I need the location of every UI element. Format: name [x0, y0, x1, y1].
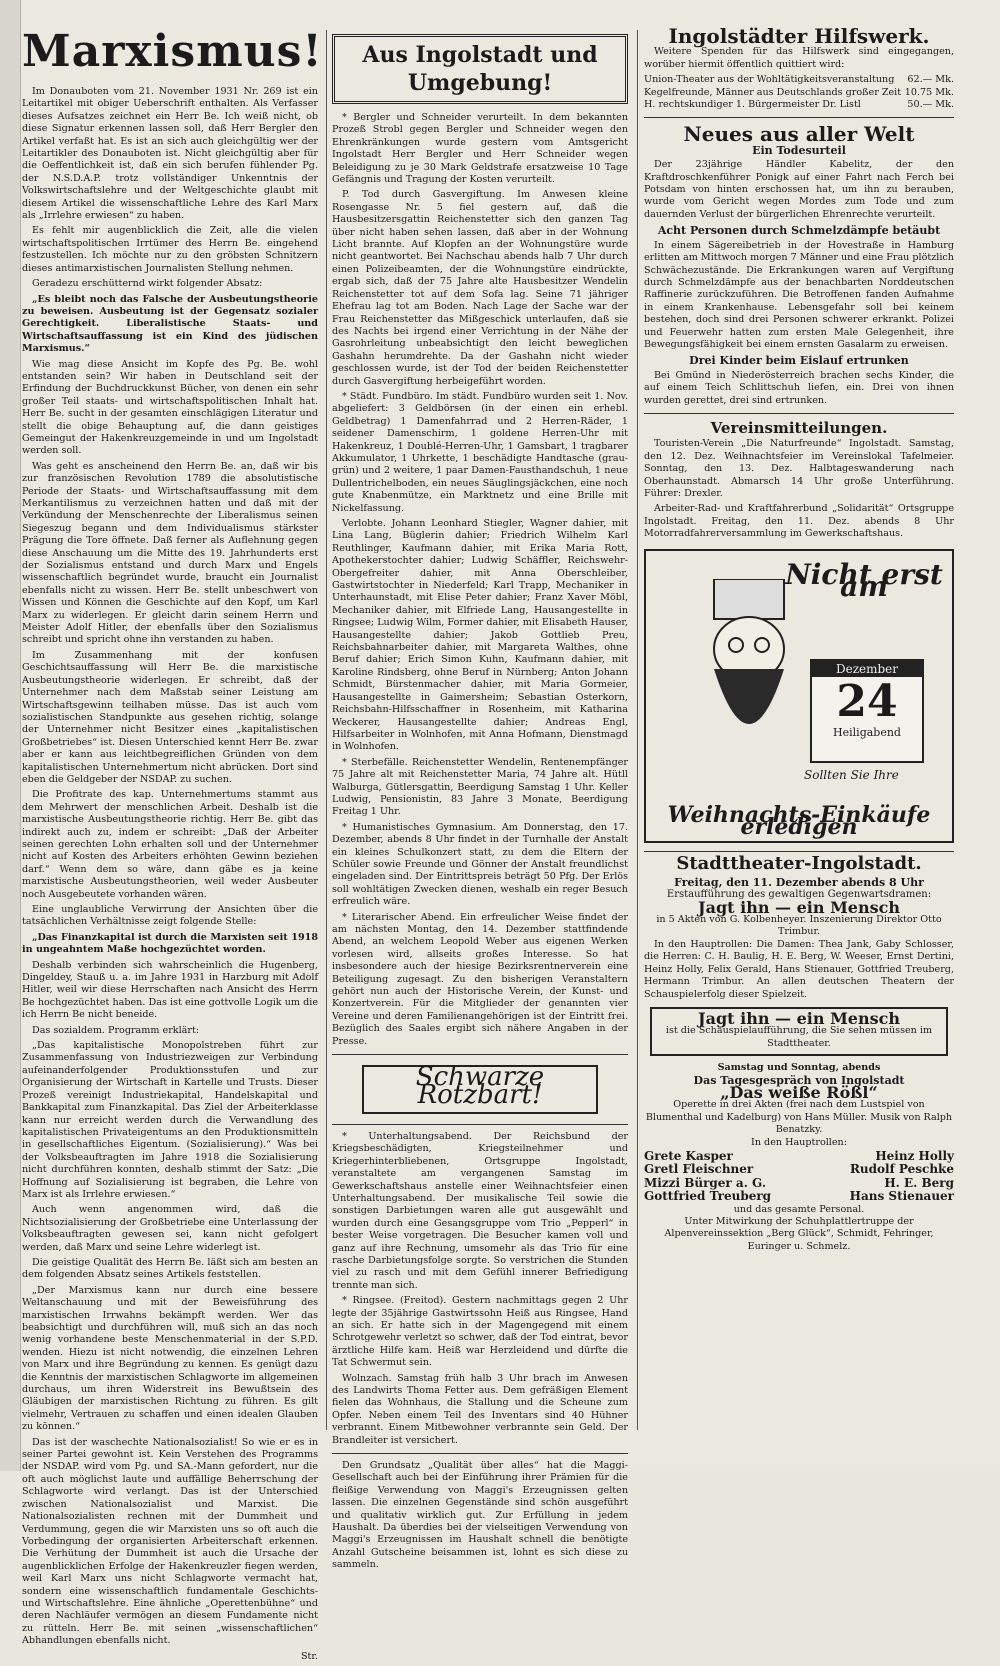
operetta-ensemble: und das gesamte Personal. [733, 1203, 865, 1215]
cast-row [644, 1163, 954, 1175]
santa-face-icon [694, 579, 804, 779]
cast-name: Grete Kasper [644, 1148, 733, 1163]
play-cast: In den Hauptrollen: Die Damen: Thea Jank, Gaby Schlosser, die Herren: C. H. Baulig, H. E. Berg, W. Weeser, Ernst Dertini, Heinz Holly, Felix Gerald, Hans Stienauer, Gottfried Treuberg, Hermann Trimbur. An allen deutschen Theatern der Schauspielerfolg dieser Spielzeit. [644, 938, 954, 1000]
donor: Kegelfreunde, Männer aus Deutschlands großer Zeit [644, 86, 902, 98]
script-logo: Schwarze Rotzbart! [415, 1062, 545, 1111]
play-info: in 5 Akten von G. Kolbenheyer. Inszenierung Direktor Otto Trimbur. [656, 914, 942, 938]
subheading: Drei Kinder beim Eislauf ertrunken [689, 354, 909, 368]
cast-name: Rudolf Peschke [849, 1162, 954, 1177]
paragraph: Das sozialdem. Programm erklärt: [32, 1024, 200, 1036]
news-item: * Ringsee. (Freitod). Gestern nachmittags gegen 2 Uhr legte der 35jährige Gastwirtssohn Heiß aus Ringsee, Hand an sich. Er hatte sich in der Magengegend mit einem Schrotgewehr verletzt so schwer, daß der Tod eintrat, bevor ärztliche Hilfe kam. Heiß war Herzleidend und dürfte die Tat Schwermut sein. [332, 1295, 628, 1369]
calendar-month: Dezember [812, 661, 922, 677]
paragraph: Auch wenn angenommen wird, daß die Nichtsozialisierung der Großbetriebe eine Unterlassung der Volksbeauftragten gewesen sei, kann nicht gefolgert werden, daß Marx und seine Lehre widerlegt ist. [22, 1204, 318, 1253]
paragraph: „Das kapitalistische Monopolstreben führt zur Zusammenfassung von Industriezweigen zur Verbindung aufeinanderfolgender Produktionsstufen und zur Organisierung der Wirtschaft in Kartelle und Trusts. Dieser Prozeß vereinigt Industriekapital, Handelskapital und Bankkapital zum Finanzkapital. Das Ziel der Arbeiterklasse kann nur erreicht werden durch die Verwandlung des kapitalistischen Privateigentums an den Produktionsmitteln in gesellschaftliches Eigentum. (Sozialisierung).“ Was bei der Volksbeauftragten im Jahre 1918 die Sozialisierung nicht durchführen konnten, deshalb stimmt der Satz: „Die Hoffnung auf Sozialisierung ist begraben, die Lehre von Marx ist als Irrlehre erwiesen.“ [22, 1040, 318, 1200]
cast-name: Gottfried Treuberg [644, 1189, 772, 1204]
welt-title: Neues aus aller Welt [683, 122, 915, 147]
donation-row [644, 99, 954, 111]
column-marxismus [22, 20, 323, 1666]
paragraph: Was geht es anscheinend den Herrn Be. an, daß wir bis zur französischen Revolution 1789 die absolutistische Periode der Staats- und Wirtschaftsauffassung mit dem Merkantilismus zu verzeichnen hatten und daß mit der Verkündung der Menschenrechte der Liberalismus seinen Siegeszug begann und dem Individualismus stärkster Prägung die Tore öffnete. Daß ferner als Auflehnung gegen diese Anschauung um die Mitte des 19. Jahrhunderts erst der Sozialismus entstand und durch Marx und Engels wissenschaftlich begründet wurde, braucht ein Journalist ebenfalls nicht zu wissen. Herr Be. stellt unbeschwert von Wissen und Können die Geschichte auf den Kopf, um Karl Marx zu widerlegen. Er gleicht darin seinem Herrn und Meister Adolf Hitler, der ebenfalls über den Sozialismus schreibt und spricht ohne ihn verstanden zu haben. [22, 460, 318, 646]
news-item: * Städt. Fundbüro. Im städt. Fundbüro wurden seit 1. Nov. abgeliefert: 3 Geldbörsen (in der einen ein erhebl. Geldbetrag) 1 Damenfahrrad und 2 Herren-Räder, 1 seidener Damenschirm, 1 goldene Herren-Uhr mit Hakenkreuz, 1 Doublé-Herren-Uhr, 1 Gamsbart, 1 tragbarer Akkumulator, 1 Uhrkette, 1 beschädigte Handtasche (grau-grün) und 2 weitere, 1 paar Damen-Fausthandschuh, 1 neue Dullentrichelboden, ein neues Säuglingsjäckchen, eine noch gute Knabenmütze, ein Marktnetz und eine Brille mit Nickelfassung. [332, 390, 628, 514]
amount: 50.— Mk. [907, 99, 954, 111]
donation-row [644, 74, 954, 86]
theater-date: Freitag, den 11. Dezember abends 8 Uhr [674, 875, 924, 889]
cast-row [644, 1190, 954, 1202]
article-title: Marxismus! [22, 26, 323, 77]
paragraph: Das ist der waschechte Nationalsozialist! So wie er es in seiner Partei gewohnt ist. Kein Verstehen des Programms der NSDAP. wird vom Pg. und SA.-Mann gefordert, nur die oft auch möglichst laute und auffällige Beherrschung der Schlagworte wird verlangt. Das ist der Unterschied zwischen Nationalsozialist und Marxist. Die Nationalsozialisten rechnen mit der Dummheit und Verdummung, gegen die wir Marxisten uns so oft auch die Vorbedingung der organisierten Arbeiterschaft erkennen. Die Verhütung der Dummheit ist auch die Ursache der augenblicklichen Erfolge der Hakenkreuzler fiegen werden, weil Karl Marx uns nicht Schlagworte vermacht hat, sondern eine wissenschaftlich fundamentale Geschichts- und Wirtschaftslehre. Eine ähnliche „Operettenbühne“ und deren Nachläufer vermögen an diesem Fundamente nicht zu rütteln. Herr Be. mit seinen „wissenschaftlichen“ Abhandlungen ebenfalls nicht. [22, 1436, 318, 1647]
left-binding-strip [0, 0, 21, 1471]
divider [644, 851, 954, 852]
divider [332, 1054, 628, 1055]
paragraph: Der 23jährige Händler Kabelitz, der den Kraftdroschkenführer Ponigk auf einer Fahrt nach Ferch bei Potsdam von hinten erschossen hat, um ihn zu berauben, wurde vom Gericht wegen Mordes zum Tode und zum dauernden Verlust der bürgerlichen Ehrenrechte verurteilt. [644, 159, 954, 220]
cast-name: Heinz Holly [875, 1148, 954, 1163]
operetta-cast-heading: In den Hauptrollen: [751, 1136, 847, 1148]
operetta-info: Operette in drei Akten (frei nach dem Lustspiel von Blumenthal und Kadelburg) von Hans Müller. Musik von Ralph Benatzky. [645, 1099, 953, 1136]
paragraph: Die Profitrate des kap. Unternehmertums stammt aus dem Mehrwert der menschlichen Arbeit. Deshalb ist die marxistische Ausbeutungstheorie richtig. Herr Be. gibt das indirekt auch zu, indem er schreibt: „Daß der Arbeiter seinen gerechten Lohn erhalten soll und der Unternehmer nicht auf Kosten des Arbeiters erhöhten Gewinn beziehen darf.“ Wenn dem so wäre, dann gäbe es ja keine marxistische Ausbeutungstheorien, weil weder Ausbeuter noch Ausgebeutete vorhanden wären. [22, 789, 318, 900]
paragraph: Die geistige Qualität des Herrn Be. läßt sich am besten an dem folgenden Absatz seines Artikels feststellen. [22, 1256, 318, 1281]
cast-name: Gretl Fleischner [644, 1162, 754, 1177]
news-item: * Literarischer Abend. Ein erfreulicher Weise findet der am nächsten Montag, den 14. Dezember stattfindende Abend, an welchem Leopold Weber aus eigenen Werken vorlesen wird, allseits großes Interesse. So hat insbesondere auch der hiesige Bezirksrentnerverein eine Beteiligung zugesagt. Zu den bisherigen Veranstaltern gehört nun auch der Historische Verein, der Kunst- und Konzertverein. Für die Mitglieder der genannten vier Vereine und deren Familienangehörigen ist der Eintritt frei. Bezüglich des Saales ergibt sich nähere Angaben in der Presse. [332, 911, 628, 1047]
donor: Union-Theater aus der Wohltätigkeitsveranstaltung [644, 74, 895, 86]
theater-premiere: Erstaufführung des gewaltigen Gegenwartsdramen: [666, 889, 932, 901]
paragraph: Touristen-Verein „Die Naturfreunde“ Ingolstadt. Samstag, den 12. Dez. Weihnachtsfeier im Vereinslokal Tafelmeier. Sonntag, den 13. Dez. Halbtageswanderung nach Oberhaunstadt. Abmarsch 14 Uhr große Unterführung. Führer: Drexler. [644, 438, 954, 499]
subheading: Ein Todesurteil [752, 143, 846, 157]
cast-name: Mizzi Bürger a. G. [644, 1175, 767, 1190]
paragraph: „Der Marxismus kann nur durch eine bessere Weltanschauung und mit der Beweisführung des marxistischen Irrwahns bekämpft werden. Wer das beabsichtigt und durchführen will, muß sich an das noch wenig vorhandene beste Menschenmaterial in der S.P.D. wenden. Hiezu ist nicht notwendig, die einzelnen Lehren von Marx und ihre Begründung zu kennen. Es genügt dazu die Kenntnis der marxistischen Schlagworte im allgemeinen durchaus, um ihren Widerstreit ins Bewußtsein des Gläubigen der marxistischen Richtung zu führen. Es gilt vielmehr, Vertrauen zu schaffen und einen idealen Glauben zu können.“ [22, 1284, 318, 1433]
donor: H. rechtskundiger 1. Bürgermeister Dr. Listl [644, 99, 861, 111]
paragraph: „Es bleibt noch das Falsche der Ausbeutungstheorie zu beweisen. Ausbeutung ist der Gegensatz sozialer Gerechtigkeit. Liberalistische Staats- und Wirtschaftsauffassung ist ein Kind des jüdischen Marxismus.“ [22, 293, 318, 355]
paragraph: Wie mag diese Ansicht im Kopfe des Pg. Be. wohl entstanden sein? Wir haben in Deutschland seit der Erfindung der Buchdruckkunst Bücher, von denen ein sehr großer Teil staats- und wirtschaftspolitischen Inhalt hat. Herr Be. sucht in der gesamten einschlägigen Literatur und stellt die obige Behauptung auf, die dann geistiges Gemeingut der Hakenkreuzgemeinde in und um Ingolstadt werden soll. [22, 358, 318, 457]
cast-row [644, 1150, 954, 1162]
calendar-label: Heiligabend [833, 726, 901, 740]
news-item: * Humanistisches Gymnasium. Am Donnerstag, den 17. Dezember, abends 8 Uhr findet in der Turnhalle der Anstalt ein kleines Schulkonzert statt, zu dem die Eltern der Schüler sowie Freunde und Gönner der Anstalt freundlichst eingeladen sind. Der Eintrittspreis beträgt 50 Pfg. Der Erlös soll wohltätigen Zwecken dienen, weshalb ein reger Besuch erfreulich wäre. [332, 821, 628, 908]
ad-bottom-line: Weihnachts-Einkäufe erledigen [667, 801, 931, 841]
divider [644, 117, 954, 118]
column-rule [637, 30, 638, 1430]
calendar-icon [810, 659, 924, 763]
news-item: Verlobte. Johann Leonhard Stiegler, Wagner dahier, mit Lina Lang, Büglerin dahier; Friedrich Wilhelm Karl Reuthlinger, Kaufmann dahier, mit Erika Maria Rott, Apothekerstochter dahier; Ludwig Schäffler, Reichswehr-Obergefreiter dahier, mit Anna Oberschleiber, Gastwirtstochter in Niederfeld; Karl Trapp, Mechaniker in Unterhaunstadt, mit Elise Peter dahier; Franz Xaver Möbl, Mechaniker dahier, mit Elfriede Lang, Hausangestellte in Ringsee; Ludwig Wilm, Former dahier, mit Elisabeth Hauser, Hausangestellte dahier; Jakob Gottlieb Preu, Reichsbahnarbeiter dahier, mit Margareta Walthes, ohne Beruf dahier; Erich Simon Kuhn, Kaufmann dahier, mit Karoline Rindsberg, ohne Beruf in Nürnberg; Anton Johann Schmidt, Bürstenmacher dahier, mit Maria Gormeier, Hausangestellte in Gaimersheim; Sebastian Osterkorn, Reichsbahn-Hilfsschaffner in Rosenheim, mit Katharina Weckerer, Hausangestellte dahier; Andreas Engl, Hilfsarbeiter in Wolnhofen, mit Anna Hofmann, Dienstmagd in Wolnhofen. [332, 518, 628, 753]
divider [644, 413, 954, 414]
box-play-title: Jagt ihn — ein Mensch [698, 1008, 900, 1028]
news-item: Wolnzach. Samstag früh halb 3 Uhr brach im Anwesen des Landwirts Thoma Fetter aus. Dem gefräßigen Element fielen das Wohnhaus, die Stallung und die Scheune zum Opfer. Neben einem Teil des Inventars sind 40 Hühner verbrannt. Einem Mitbewohner verbrannte sein Geld. Der Brandleiter ist versichert. [332, 1372, 628, 1446]
amount: 10.75 Mk. [904, 86, 954, 98]
paragraph: Es fehlt mir augenblicklich die Zeit, alle die vielen wirtschaftspolitischen Irrtümer des Herrn Be. eingehend festzustellen. Ich möchte nur zu den gröbsten Schnitzern dieses antimarxistischen Journalisten Stellung nehmen. [22, 225, 318, 274]
highlight-box [650, 1007, 948, 1056]
paragraph: Deshalb verbinden sich wahrscheinlich die Hugenberg, Dingeldey, Stauß u. a. im Jahre 1931 in Harzburg mit Adolf Hitler, weil wir diese Herrschaften nach Ansicht des Herrn Be hochgezüchtet haben. Das ist eine gottvolle Logik um die ich Herrn Be nicht beneide. [22, 959, 318, 1021]
news-item: * Sterbefälle. Reichenstetter Wendelin, Rentenempfänger 75 Jahre alt mit Reichenstetter Maria, 74 Jahre alt. Hütll Walburga, Gütlersgattin, Beerdigung Samstag 1 Uhr. Keller Ludwig, Pensionistin, 83 Jahre 3 Monate, Beerdigung Freitag 1 Uhr. [332, 756, 628, 818]
column-right [644, 20, 954, 1253]
cast-name: H. E. Berg [884, 1175, 954, 1190]
ad-headline: Nicht erst am [785, 557, 943, 604]
column-local-news [332, 20, 628, 1575]
donation-row [644, 87, 954, 99]
paragraph: Im Donauboten vom 21. November 1931 Nr. 269 ist ein Leitartikel mit obiger Ueberschrift enthalten. Als Verfasser dieses Aufsatzes zeichnet ein Herr Be. Ich weiß nicht, ob diese Signatur erkennen lassen soll, daß Herr Bergler den Artikel verfaßt hat. Es ist an sich auch gleichgültig wer der Leitartikler des Donauboten ist. Nicht gleichgültig aber für die Oeffentlichkeit ist, daß ein sich berufen fühlender Pg. der N.S.D.A.P. trotz vollständiger Unkenntnis der Volkswirtschaftslehre und der Weltgeschichte glaubt mit diesem Artikel die wissenschaftliche Lehre des Karl Marx als „Irrlehre erwiesen“ zu haben. [22, 86, 318, 222]
amount: 62.— Mk. [907, 74, 954, 86]
weekend-line: Samstag und Sonntag, abends [717, 1062, 881, 1074]
news-item: P. Tod durch Gasvergiftung. Im Anwesen kleine Rosengasse Nr. 5 fiel gestern auf, daß die Hausbesitzersgattin Reichenstetter sich den ganzen Tag über nicht haben sehen lassen, daß aber in der Wohnung Licht brannte. Auf Klopfen an der Wohnungstüre wurde nicht geantwortet. Bei Nachschau abends halb 7 Uhr durch einen Polizeibeamten, der die Wohnungstüre eindrückte, ergab sich, daß der 75 Jahre alte Hausbesitzer Wendelin Reichenstetter tot auf dem Sofa lag. Seine 71 jähriger Ehefrau lag tot am Boden. Nach Lage der Sache war der Frau Reichenstetter das Mißgeschick unterlaufen, daß sie des Nachts bei irgend einer Verrichtung in der Nähe der Gasrohrleitung unbeabsichtigt den leicht beweglichen Gashahn herumdrehte. Da der Gashahn nicht wieder geschlossen wurde, ist der Tod der beiden Reichenstetter durch Gasvergiftung herbeigeführt worden. [332, 189, 628, 387]
news-item: Den Grundsatz „Qualität über alles“ hat die Maggi-Gesellschaft auch bei der Einführung ihrer Prämien für die fleißige Verwendung von Maggi's Erzeugnissen gelten lassen. Die einzelnen Gegenstände sind schön ausgeführt und qualitativ wirklich gut. Zur Erfüllung in jedem Haushalt. Da überdies bei der vielseitigen Verwendung von Maggi's Erzeugnissen im Haushalt schnell die benötigte Anzahl Gutscheine beisammen ist, lohnt es sich diese zu sammeln. [332, 1460, 628, 1571]
paragraph: Eine unglaubliche Verwirrung der Ansichten über die tatsächlichen Verhältnisse zeigt folgende Stelle: [22, 904, 318, 928]
paragraph: „Das Finanzkapital ist durch die Marxisten seit 1918 in ungeahntem Maße hochgezüchtet worden. [22, 931, 318, 956]
column-rule [326, 30, 327, 1430]
cast-row [644, 1177, 954, 1189]
hilfswerk-title: Ingolstädter Hilfswerk. [668, 24, 930, 48]
script-logo-box [362, 1062, 598, 1114]
paragraph: Arbeiter-Rad- und Kraftfahrerbund „Solidarität“ Ortsgruppe Ingolstadt. Freitag, den 11. Dez. abends 8 Uhr Motorradfahrerversammlung im Gewerkschaftshaus. [644, 503, 954, 540]
divider [332, 1124, 628, 1125]
news-item: * Unterhaltungsabend. Der Reichsbund der Kriegsbeschädigten, Kriegsteilnehmer und Kriegerhinterbliebenen, Ortsgruppe Ingolstadt, veranstaltete am vergangenen Samstag im Gewerkschaftshaus anstelle einer Weihnachtsfeier einen Unterhaltungsabend. Der musikalische Teil sowie die sonstigen Darbietungen waren alle gut ausgewählt und wurden durch eine Gesangsgruppe vom Trio „Pepperl“ in bester Weise vorgetragen. Die Besucher kamen voll und ganz auf ihre Rechnung, umsomehr als das Trio für eine rasche Darbietungsfolge sorgte. So verstrichen die Stunden viel zu rasch und mit dem Gefühl innerer Befriedigung trennte man sich. [332, 1130, 628, 1291]
theater-title: Stadttheater-Ingolstadt. [676, 853, 922, 875]
operetta-title: „Das weiße Rößl“ [720, 1082, 878, 1102]
paragraph: Im Zusammenhang mit der konfusen Geschichtsauffassung will Herr Be. die marxistische Ausbeutungstheorie widerlegen. Er schreibt, daß der Unternehmer nach dem Maßstab seiner Leistung am Wirtschaftsgewinn teilhaben müsse. Das ist auch vom sozialistischen Standpunkte aus gesehen richtig, solange der Unternehmer nicht Besitzer eines „kapitalistischen Großbetriebes“ ist. Diesen Unterschied kennt Herr Be. zwar aber er kann aus leichtbegreiflichen Gründen von dem kapitalistischen Unternehmertum nicht abrücken. Dort sind eben die Geldgeber der NSDAP. zu suchen. [22, 649, 318, 785]
cast-name: Hans Stienauer [849, 1189, 954, 1204]
hilfswerk-intro: Weitere Spenden für das Hilfswerk sind eingegangen, worüber hiermit öffentlich quittiert wird: [644, 46, 954, 70]
news-item: * Bergler und Schneider verurteilt. In dem bekannten Prozeß Strobl gegen Bergler und Schneider wegen den Ehrenkränkungen wurde gestern vom Amtsgericht Ingolstadt Herr Bergler und Herr Schneider wegen Beleidigung zu je 30 Mark Geldstrafe ersatzweise 10 Tage Gefängnis und Tragung der Kosten verurteilt. [332, 112, 628, 186]
ad-subline: Sollten Sie Ihre [804, 767, 899, 782]
subheading: Acht Personen durch Schmelzdämpfe betäubt [657, 224, 941, 238]
verein-title: Vereinsmitteilungen. [710, 418, 888, 437]
divider [332, 1453, 628, 1454]
ad-illustration [654, 559, 944, 809]
signature: Str. [300, 1650, 318, 1662]
calendar-day: 24 [836, 676, 898, 728]
operetta-footer: Unter Mitwirkung der Schuhplattlertruppe der Alpenvereinssektion „Berg Glück“, Schmidt, Fehringer, Euringer u. Schmelz. [664, 1216, 934, 1252]
weekend-line-2: Das Tagesgespräch von Ingolstadt [693, 1073, 905, 1087]
paragraph: In einem Sägereibetrieb in der Hovestraße in Hamburg erlitten am Mittwoch morgen 7 Männer und eine Frau plötzlich Schwächezustände. Die Erkrankungen waren auf Vergiftung durch Schmelzdämpfe aus der benachbarten Norddeutschen Raffinerie zurückzuführen. Die Betroffenen fanden Aufnahme in einem Krankenhause. Lebensgefahr soll bei keinem bestehen, doch sind drei Personen schwerer erkrankt. Polizei und Feuerwehr hatten zum ersten Male Gelegenheit, ihre Bewegungsfähigkeit bei einem ernsten Gasalarm zu erweisen. [644, 239, 954, 350]
box-text: ist die Schauspielaufführung, die Sie sehen müssen im Stadttheater. [665, 1025, 933, 1049]
section-header: Aus Ingolstadt und Umgebung! [332, 34, 628, 104]
play-title: Jagt ihn — ein Mensch [698, 897, 900, 917]
christmas-ad [644, 549, 954, 844]
paragraph: Geradezu erschütternd wirkt folgender Absatz: [32, 278, 263, 290]
paragraph: Bei Gmünd in Niederösterreich brachen sechs Kinder, die auf einem Teich Schlittschuh liefen, ein. Drei von ihnen wurden gerettet, drei sind ertrunken. [644, 369, 954, 406]
